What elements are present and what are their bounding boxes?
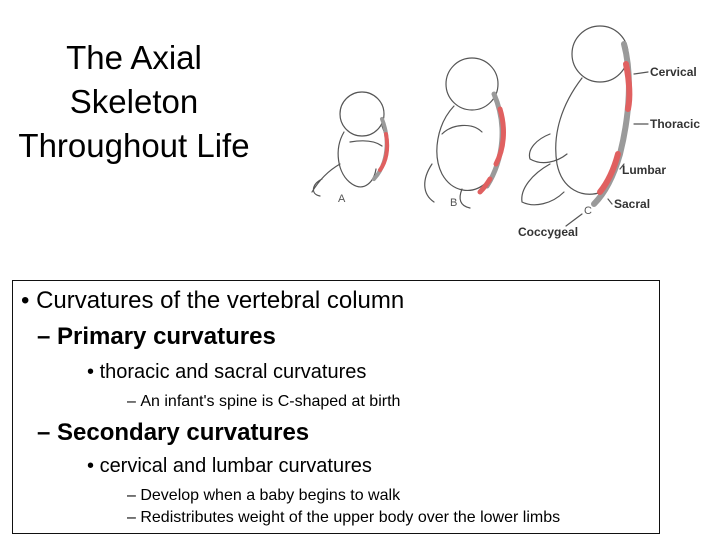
bullet-text: Curvatures of the vertebral column: [36, 287, 405, 314]
primary-heading-text: Primary curvatures: [57, 323, 276, 350]
label-cervical: Cervical: [650, 65, 697, 79]
secondary-detail-text-2: Redistributes weight of the upper body over the lower limbs: [140, 509, 561, 526]
content-box: [12, 280, 660, 534]
dash-marker: –: [127, 487, 141, 504]
label-lumbar: Lumbar: [622, 163, 667, 177]
primary-detail: [127, 393, 400, 411]
secondary-heading: [37, 419, 309, 447]
label-coccygeal: Coccygeal: [518, 225, 579, 239]
dash-marker: –: [37, 323, 58, 350]
dash-marker: –: [127, 393, 141, 410]
bullet-dot: •: [87, 361, 100, 383]
secondary-detail-text-1: Develop when a baby begins to walk: [140, 487, 401, 504]
title-line-3: Throughout Life: [18, 127, 250, 164]
slide-title: [8, 36, 260, 168]
fetus-b: [425, 58, 503, 208]
secondary-point-text: cervical and lumbar curvatures: [99, 455, 372, 477]
primary-point: [87, 361, 366, 384]
label-b: B: [450, 197, 458, 209]
title-line-2: Skeleton: [69, 83, 199, 120]
label-c: C: [584, 205, 592, 217]
dash-marker: –: [37, 419, 58, 446]
secondary-detail-1: [127, 487, 400, 505]
bullet-dot: •: [87, 455, 100, 477]
title-line-1: The Axial: [66, 39, 202, 76]
primary-detail-text: An infant's spine is C-shaped at birth: [140, 393, 401, 410]
dash-marker: –: [127, 509, 141, 526]
secondary-detail-2: [127, 509, 560, 527]
label-a: A: [338, 193, 346, 205]
primary-point-text: thoracic and sacral curvatures: [99, 361, 367, 383]
secondary-heading-text: Secondary curvatures: [57, 419, 310, 446]
primary-heading: [37, 323, 276, 351]
fetal-spine-illustration: [282, 14, 712, 246]
bullet-curvatures: [21, 287, 404, 315]
bullet-dot: •: [21, 287, 37, 314]
label-sacral: Sacral: [614, 197, 651, 211]
label-thoracic: Thoracic: [650, 117, 701, 131]
secondary-point: [87, 455, 372, 478]
